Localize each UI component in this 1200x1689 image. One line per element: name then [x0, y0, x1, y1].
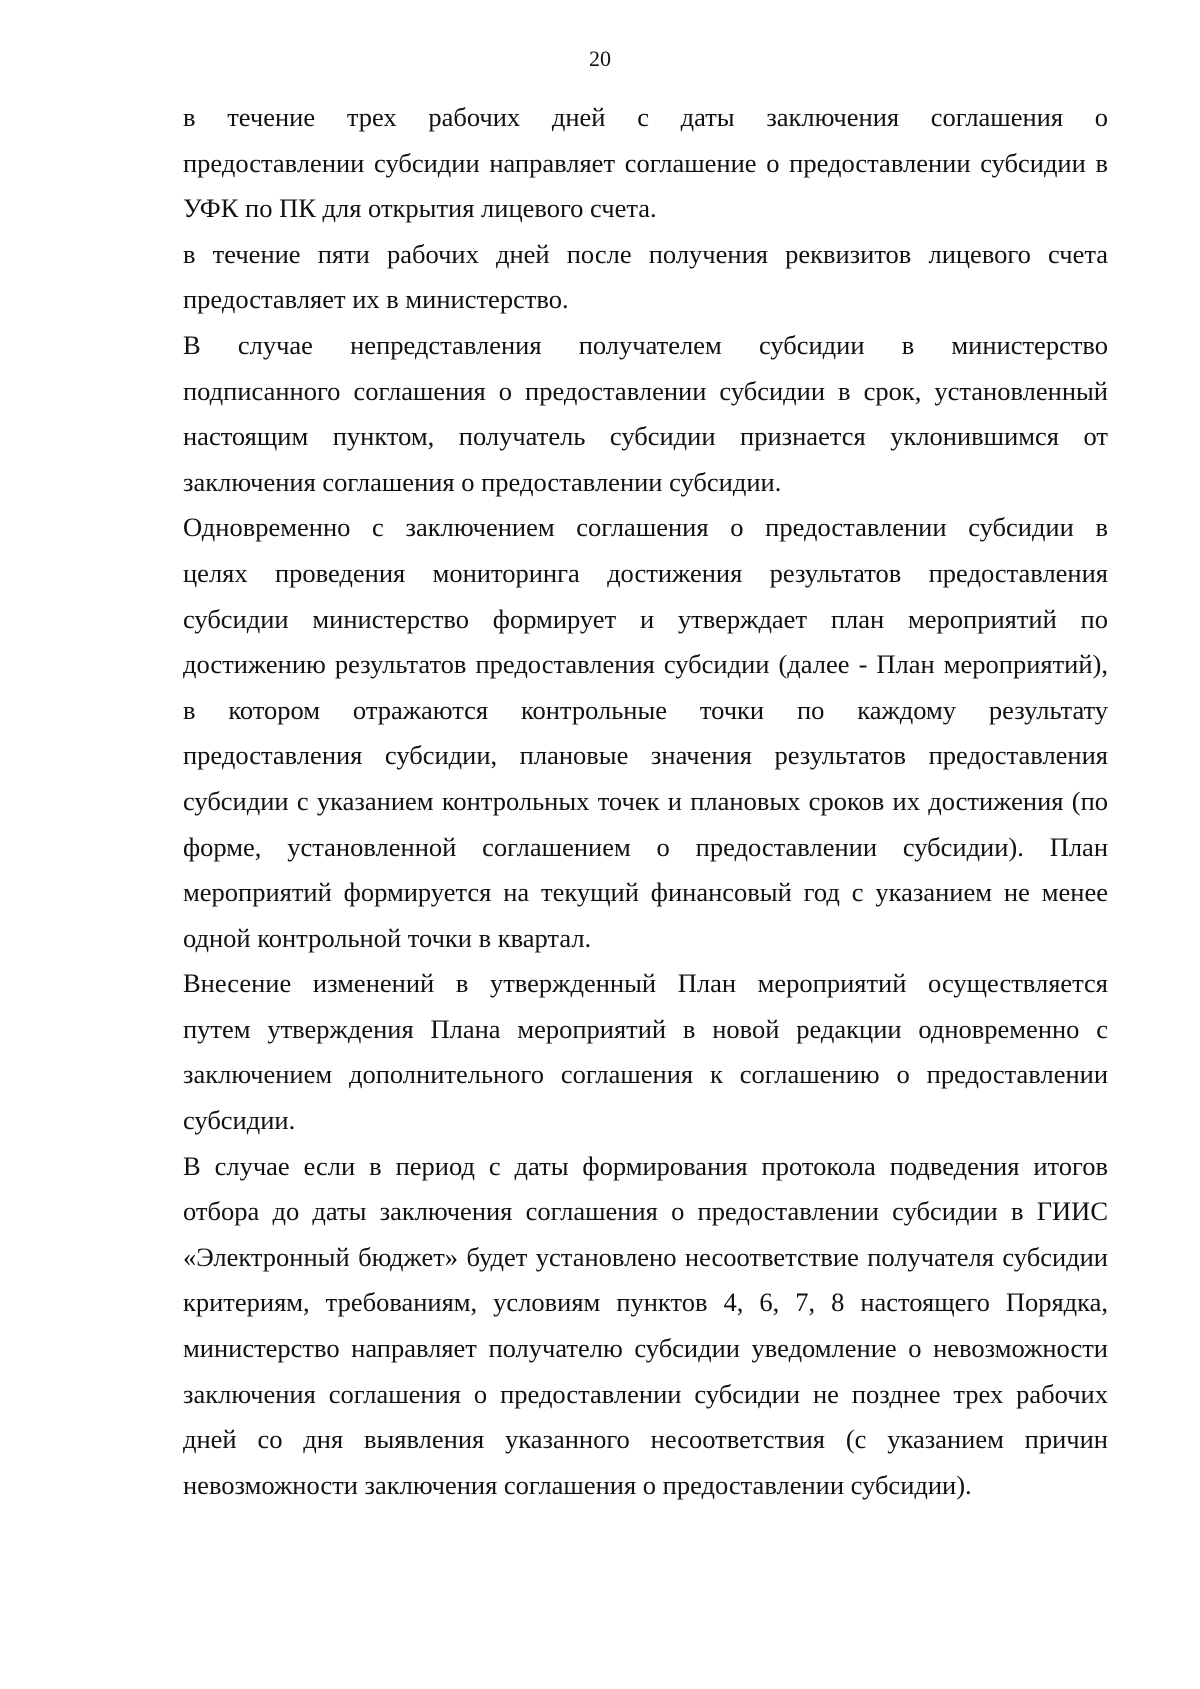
- text-line: отбора до даты заключения соглашения о предоставлении субсидии в ГИИС: [183, 1196, 1108, 1227]
- paragraph: [130, 232, 1108, 323]
- text-line: В случае непредставления получателем субсидии в министерство: [183, 329, 1108, 360]
- paragraph: [130, 323, 1108, 505]
- text-line: в течение трех рабочих дней с даты заключения соглашения о: [183, 102, 1108, 132]
- paragraph: [130, 505, 1108, 961]
- text-line: в течение пяти рабочих дней после получения реквизитов лицевого счета: [183, 238, 1108, 269]
- text-line: заключения соглашения о предоставлении субсидии.: [183, 466, 782, 497]
- text-line: невозможности заключения соглашения о предоставлении субсидии).: [183, 1469, 972, 1500]
- text-line: критериям, требованиям, условиям пунктов 4, 6, 7, 8 настоящего Порядка,: [183, 1287, 1108, 1318]
- text-line: одной контрольной точки в квартал.: [183, 922, 592, 953]
- text-line: субсидии министерство формирует и утверждает план мероприятий по: [183, 603, 1108, 634]
- text-line: форме, установленной соглашением о предоставлении субсидии). План: [183, 831, 1108, 862]
- text-line: Одновременно с заключением соглашения о предоставлении субсидии в: [183, 512, 1108, 543]
- text-line: Внесение изменений в утвержденный План мероприятий осуществляется: [183, 968, 1108, 999]
- text-line: в котором отражаются контрольные точки по каждому результату: [183, 694, 1108, 725]
- text-line: подписанного соглашения о предоставлении субсидии в срок, установленный: [183, 375, 1108, 406]
- paragraph: [130, 961, 1108, 1143]
- text-line: предоставлении субсидии направляет соглашение о предоставлении субсидии в: [183, 147, 1108, 178]
- text-line: министерство направляет получателю субсидии уведомление о невозможности: [183, 1333, 1108, 1364]
- text-line: достижению результатов предоставления субсидии (далее - План мероприятий),: [183, 649, 1108, 680]
- text-line: путем утверждения Плана мероприятий в новой редакции одновременно с: [183, 1013, 1108, 1044]
- text-line: заключением дополнительного соглашения к соглашению о предоставлении: [183, 1059, 1108, 1090]
- text-line: УФК по ПК для открытия лицевого счета.: [183, 193, 657, 224]
- text-line: субсидии с указанием контрольных точек и плановых сроков их достижения (по: [183, 785, 1108, 816]
- text-line: заключения соглашения о предоставлении субсидии не позднее трех рабочих: [183, 1378, 1108, 1409]
- text-line: субсидии.: [183, 1105, 296, 1136]
- text-line: В случае если в период с даты формирования протокола подведения итогов: [183, 1150, 1108, 1181]
- text-line: «Электронный бюджет» будет установлено несоответствие получателя субсидии: [183, 1241, 1108, 1272]
- paragraph: [130, 1144, 1108, 1509]
- text-line: дней со дня выявления указанного несоответствия (с указанием причин: [183, 1424, 1108, 1455]
- page-number: 20: [589, 46, 611, 71]
- text-line: предоставляет их в министерство.: [183, 284, 569, 315]
- paragraph: [130, 95, 1108, 232]
- text-line: настоящим пунктом, получатель субсидии признается уклонившимся от: [183, 421, 1108, 452]
- text-line: целях проведения мониторинга достижения результатов предоставления: [183, 557, 1108, 588]
- document-body: [130, 95, 1108, 1508]
- text-line: мероприятий формируется на текущий финансовый год с указанием не менее: [183, 877, 1108, 908]
- text-line: предоставления субсидии, плановые значения результатов предоставления: [183, 740, 1108, 771]
